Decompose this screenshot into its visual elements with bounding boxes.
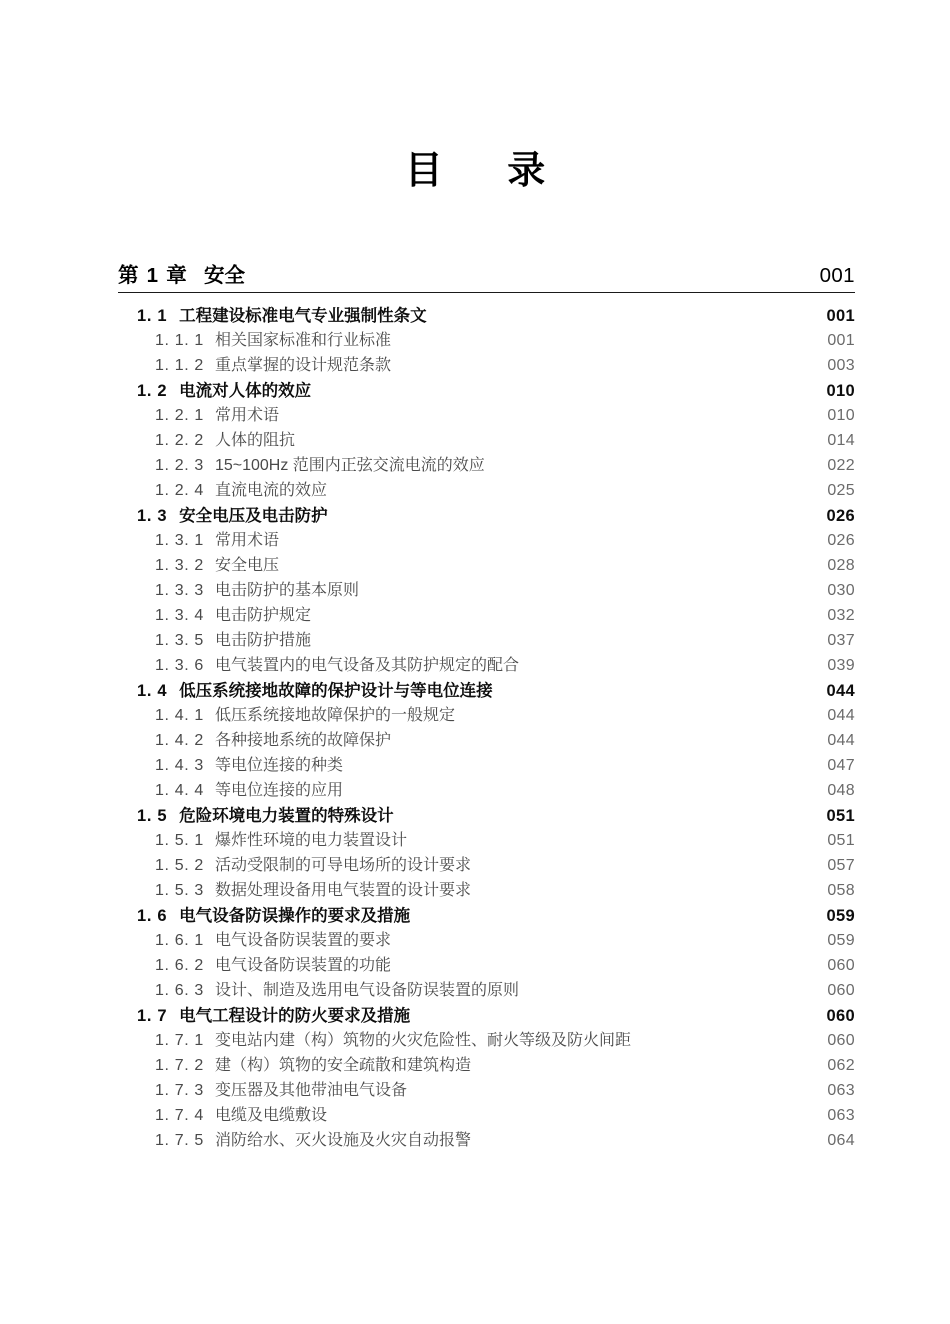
toc-entry-level3[interactable] [155, 777, 855, 802]
toc-entry-label [155, 877, 471, 900]
toc-entry-number: 1. 4. 2 [155, 732, 204, 749]
toc-entry-label [155, 1077, 407, 1100]
toc-entry-label [155, 752, 343, 775]
toc-entry-level2[interactable] [137, 1002, 855, 1027]
toc-entry-page: 039 [827, 657, 855, 674]
toc-entry-number: 1. 1. 1 [155, 332, 204, 349]
toc-entry-number: 1. 6. 2 [155, 957, 204, 974]
toc-entry-number: 1. 6 [137, 907, 168, 925]
toc-entry-level3[interactable] [155, 477, 855, 502]
toc-entry-number: 1. 3. 1 [155, 532, 204, 549]
toc-entry-level3[interactable] [155, 952, 855, 977]
toc-entry-text: 活动受限制的可导电场所的设计要求 [214, 857, 471, 874]
toc-entry-page: 060 [827, 957, 855, 974]
toc-entry-label [155, 777, 343, 800]
toc-entry-label [155, 327, 391, 350]
toc-entry-text: 数据处理设备用电气装置的设计要求 [214, 882, 471, 899]
toc-entry-text: 直流电流的效应 [214, 482, 327, 499]
toc-entry-label [137, 677, 493, 701]
toc-entry-page: 057 [827, 857, 855, 874]
toc-entry-label [155, 602, 311, 625]
toc-entry-label [155, 652, 519, 675]
toc-entry-label [137, 302, 427, 326]
toc-entry-page: 044 [827, 707, 855, 724]
toc-entry-page: 048 [827, 782, 855, 799]
toc-entry-page: 059 [826, 907, 855, 925]
toc-entry-text: 常用术语 [214, 407, 279, 424]
toc-entry-level3[interactable] [155, 402, 855, 427]
toc-entry-text: 消防给水、灭火设施及火灾自动报警 [214, 1132, 471, 1149]
toc-entry-text: 建（构）筑物的安全疏散和建筑构造 [214, 1057, 471, 1074]
toc-entry-text: 电气设备防误装置的要求 [214, 932, 391, 949]
toc-entry-level3[interactable] [155, 1052, 855, 1077]
toc-entry-number: 1. 1 [137, 307, 168, 325]
toc-entry-text: 电击防护的基本原则 [214, 582, 359, 599]
toc-entry-label [155, 477, 327, 500]
toc-entry-page: 010 [827, 407, 855, 424]
toc-entry-page: 010 [826, 382, 855, 400]
toc-entry-level2[interactable] [137, 902, 855, 927]
toc-entry-label [155, 427, 295, 450]
toc-entry-number: 1. 7. 2 [155, 1057, 204, 1074]
toc-entry-label [155, 1027, 631, 1050]
toc-entry-number: 1. 5 [137, 807, 168, 825]
toc-entries-container [118, 302, 855, 1152]
toc-entry-page: 032 [827, 607, 855, 624]
toc-entry-level3[interactable] [155, 577, 855, 602]
toc-entry-page: 062 [827, 1057, 855, 1074]
toc-entry-page: 001 [826, 307, 855, 325]
toc-entry-label [155, 1102, 327, 1125]
toc-entry-level3[interactable] [155, 727, 855, 752]
toc-entry-label [155, 927, 391, 950]
toc-entry-number: 1. 2. 2 [155, 432, 204, 449]
toc-entry-page: 044 [827, 732, 855, 749]
toc-entry-text: 设计、制造及选用电气设备防误装置的原则 [214, 982, 519, 999]
toc-entry-text: 重点掌握的设计规范条款 [214, 357, 391, 374]
toc-entry-number: 1. 2 [137, 382, 168, 400]
toc-entry-page: 026 [827, 532, 855, 549]
chapter-divider [118, 292, 855, 293]
toc-entry-level3[interactable] [155, 1127, 855, 1152]
toc-entry-level3[interactable] [155, 1102, 855, 1127]
toc-entry-label [155, 577, 359, 600]
toc-entry-number: 1. 7. 5 [155, 1132, 204, 1149]
toc-entry-number: 1. 7 [137, 1007, 168, 1025]
toc-entry-level3[interactable] [155, 702, 855, 727]
toc-entry-number: 1. 2. 4 [155, 482, 204, 499]
toc-entry-number: 1. 3. 3 [155, 582, 204, 599]
toc-entry-level2[interactable] [137, 377, 855, 402]
toc-entry-text: 相关国家标准和行业标准 [214, 332, 391, 349]
toc-entry-page: 051 [826, 807, 855, 825]
toc-entry-text: 电击防护规定 [214, 607, 311, 624]
toc-entry-label [137, 802, 394, 826]
toc-entry-level3[interactable] [155, 977, 855, 1002]
toc-entry-level2[interactable] [137, 677, 855, 702]
toc-entry-label [137, 502, 328, 526]
toc-entry-number: 1. 3. 2 [155, 557, 204, 574]
toc-entry-level2[interactable] [137, 802, 855, 827]
toc-entry-page: 063 [827, 1082, 855, 1099]
toc-entry-number: 1. 6. 1 [155, 932, 204, 949]
toc-entry-page: 037 [827, 632, 855, 649]
toc-entry-page: 003 [827, 357, 855, 374]
toc-entry-page: 028 [827, 557, 855, 574]
toc-entry-label [137, 377, 311, 401]
toc-entry-label [155, 527, 279, 550]
toc-entry-page: 063 [827, 1107, 855, 1124]
toc-entry-level3[interactable] [155, 752, 855, 777]
toc-entry-level3[interactable] [155, 827, 855, 852]
toc-entry-label [155, 352, 391, 375]
toc-entry-label [155, 452, 485, 475]
toc-entry-text: 危险环境电力装置的特殊设计 [179, 807, 394, 825]
toc-entry-number: 1. 5. 3 [155, 882, 204, 899]
toc-entry-page: 060 [827, 982, 855, 999]
toc-entry-level3[interactable] [155, 927, 855, 952]
toc-entry-page: 044 [826, 682, 855, 700]
toc-entry-label [155, 952, 391, 975]
toc-entry-number: 1. 1. 2 [155, 357, 204, 374]
toc-entry-level3[interactable] [155, 852, 855, 877]
toc-entry-number: 1. 3. 5 [155, 632, 204, 649]
toc-entry-number: 1. 7. 1 [155, 1032, 204, 1049]
toc-entry-page: 001 [827, 332, 855, 349]
toc-chapter-title: 安全 [203, 264, 245, 287]
toc-entry-text: 工程建设标准电气专业强制性条文 [179, 307, 427, 325]
toc-entry-label [137, 1002, 410, 1026]
toc-chapter-heading[interactable] [118, 258, 855, 288]
toc-entry-level3[interactable] [155, 552, 855, 577]
toc-entry-number: 1. 4. 3 [155, 757, 204, 774]
toc-entry-text: 电气装置内的电气设备及其防护规定的配合 [214, 657, 519, 674]
toc-entry-number: 1. 4. 1 [155, 707, 204, 724]
toc-entry-text: 等电位连接的应用 [214, 782, 343, 799]
toc-entry-number: 1. 2. 1 [155, 407, 204, 424]
toc-entry-text: 安全电压及电击防护 [179, 507, 328, 525]
toc-entry-text: 电击防护措施 [214, 632, 311, 649]
toc-entry-label [155, 552, 279, 575]
toc-entry-text: 常用术语 [214, 532, 279, 549]
toc-entry-list [118, 258, 855, 1152]
toc-entry-level3[interactable] [155, 877, 855, 902]
toc-entry-label [155, 727, 391, 750]
toc-entry-level3[interactable] [155, 352, 855, 377]
toc-entry-number: 1. 7. 3 [155, 1082, 204, 1099]
toc-entry-level3[interactable] [155, 452, 855, 477]
toc-entry-level3[interactable] [155, 1027, 855, 1052]
toc-entry-label [155, 402, 279, 425]
toc-entry-label [155, 852, 471, 875]
toc-entry-text: 变压器及其他带油电气设备 [214, 1082, 407, 1099]
toc-entry-page: 059 [827, 932, 855, 949]
toc-entry-number: 1. 5. 1 [155, 832, 204, 849]
toc-entry-text: 人体的阻抗 [214, 432, 295, 449]
toc-entry-level3[interactable] [155, 327, 855, 352]
toc-entry-page: 058 [827, 882, 855, 899]
toc-entry-level3[interactable] [155, 527, 855, 552]
toc-entry-text: 电气设备防误操作的要求及措施 [179, 907, 411, 925]
toc-entry-level2[interactable] [137, 302, 855, 327]
toc-entry-text: 爆炸性环境的电力装置设计 [214, 832, 407, 849]
toc-chapter-number: 第 1 章 [118, 264, 188, 287]
toc-entry-label [155, 1052, 471, 1075]
toc-entry-number: 1. 4 [137, 682, 168, 700]
toc-entry-text: 变电站内建（构）筑物的火灾危险性、耐火等级及防火间距 [214, 1032, 631, 1049]
toc-entry-page: 022 [827, 457, 855, 474]
toc-entry-level3[interactable] [155, 427, 855, 452]
toc-entry-level3[interactable] [155, 652, 855, 677]
toc-entry-page: 047 [827, 757, 855, 774]
toc-entry-number: 1. 3. 6 [155, 657, 204, 674]
toc-entry-label [155, 977, 519, 1000]
toc-entry-page: 060 [827, 1032, 855, 1049]
toc-entry-number: 1. 6. 3 [155, 982, 204, 999]
toc-entry-level2[interactable] [137, 502, 855, 527]
toc-entry-level3[interactable] [155, 602, 855, 627]
toc-entry-text: 电缆及电缆敷设 [214, 1107, 327, 1124]
toc-entry-text: 各种接地系统的故障保护 [214, 732, 391, 749]
toc-entry-number: 1. 7. 4 [155, 1107, 204, 1124]
toc-chapter-page: 001 [819, 264, 855, 287]
toc-entry-level3[interactable] [155, 1077, 855, 1102]
toc-entry-text: 电流对人体的效应 [179, 382, 312, 400]
toc-entry-text: 电气工程设计的防火要求及措施 [179, 1007, 411, 1025]
toc-chapter-label [118, 258, 245, 288]
toc-entry-label [155, 627, 311, 650]
toc-entry-page: 014 [827, 432, 855, 449]
toc-entry-level3[interactable] [155, 627, 855, 652]
toc-entry-text: 15~100Hz 范围内正弦交流电流的效应 [214, 457, 485, 474]
toc-entry-text: 安全电压 [214, 557, 279, 574]
toc-entry-text: 电气设备防误装置的功能 [214, 957, 391, 974]
toc-entry-text: 低压系统接地故障保护的一般规定 [214, 707, 455, 724]
page-title: 目 录 [404, 150, 559, 192]
toc-entry-label [137, 902, 410, 926]
toc-entry-label [155, 1127, 471, 1150]
toc-entry-number: 1. 3 [137, 507, 168, 525]
toc-entry-number: 1. 3. 4 [155, 607, 204, 624]
toc-entry-page: 025 [827, 482, 855, 499]
toc-entry-page: 026 [826, 507, 855, 525]
toc-entry-number: 1. 5. 2 [155, 857, 204, 874]
toc-entry-page: 060 [826, 1007, 855, 1025]
toc-entry-page: 051 [827, 832, 855, 849]
toc-entry-page: 030 [827, 582, 855, 599]
toc-entry-number: 1. 4. 4 [155, 782, 204, 799]
toc-entry-number: 1. 2. 3 [155, 457, 204, 474]
toc-entry-label [155, 827, 407, 850]
toc-entry-text: 低压系统接地故障的保护设计与等电位连接 [179, 682, 493, 700]
toc-entry-text: 等电位连接的种类 [214, 757, 343, 774]
toc-entry-page: 064 [827, 1132, 855, 1149]
toc-entry-label [155, 702, 455, 725]
